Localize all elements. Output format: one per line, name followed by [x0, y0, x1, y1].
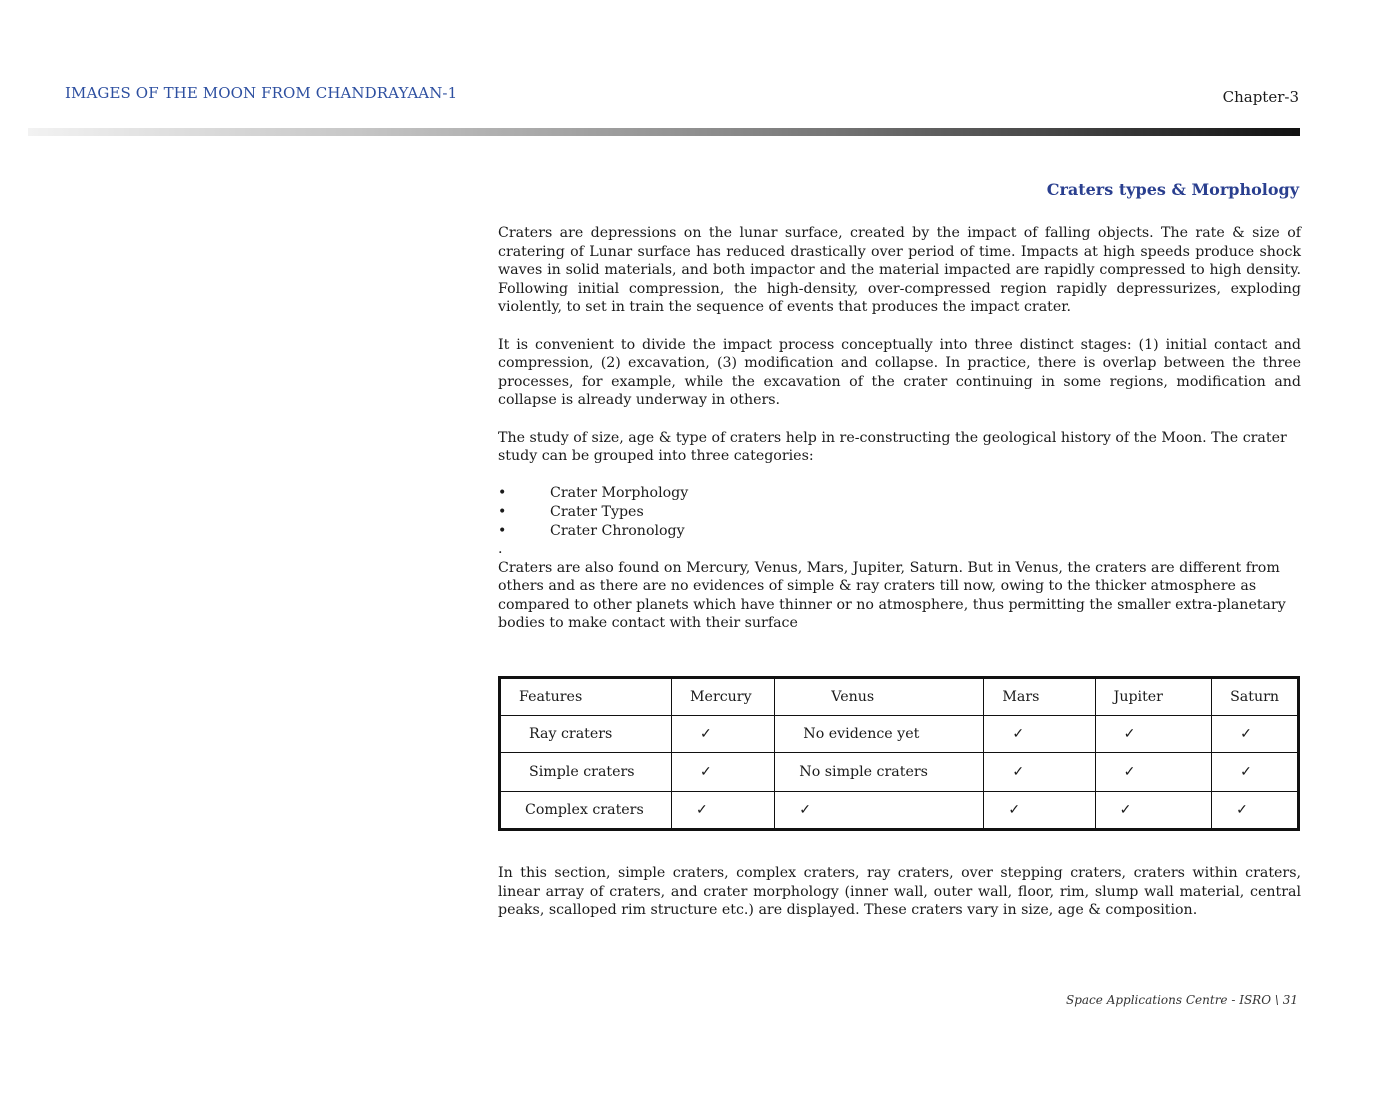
table-cell: ✓: [1095, 716, 1211, 753]
header-cell: Venus: [775, 678, 984, 716]
list-item-label: Crater Types: [550, 503, 644, 520]
table-cell: Complex craters: [500, 792, 672, 830]
book-title: IMAGES OF THE MOON FROM CHANDRAYAAN-1: [65, 84, 458, 102]
table-cell: ✓: [1212, 753, 1299, 792]
list-item: [498, 503, 1301, 522]
table-cell: ✓: [775, 792, 984, 830]
bullet-icon: •: [498, 485, 507, 502]
header-cell: Mars: [984, 678, 1095, 716]
body-text: [498, 224, 1301, 652]
table-cell: ✓: [984, 716, 1095, 753]
table-cell: ✓: [672, 716, 775, 753]
table-cell: ✓: [1095, 753, 1211, 792]
header-cell: Features: [500, 678, 672, 716]
crater-comparison-table: [498, 676, 1300, 831]
header-gradient-bar: [28, 128, 1300, 136]
header-cell: Saturn: [1212, 678, 1299, 716]
page-footer: Space Applications Centre - ISRO \ 31: [1066, 993, 1298, 1007]
category-list: [498, 484, 1301, 540]
table-header-row: [500, 678, 1299, 716]
list-item-label: Crater Morphology: [550, 485, 689, 502]
paragraph-crater-study: The study of size, age & type of craters help in re-constructing the geological history of the Moon. The crater study can be grouped into three categories:: [498, 429, 1287, 465]
table-row: [500, 753, 1299, 792]
section-title: Craters types & Morphology: [1046, 180, 1299, 199]
table-cell: Ray craters: [500, 716, 672, 753]
paragraph-section-summary: In this section, simple craters, complex craters, ray craters, over stepping craters, craters within craters, linear array of craters, and crater morphology (inner wall, outer wall, floor, rim, slump wall material, central peaks, scalloped rim structure etc.) are displayed. These craters vary in size, age & composition.: [498, 865, 1301, 919]
table-row: [500, 792, 1299, 830]
table-row: [500, 716, 1299, 753]
header-cell: Jupiter: [1095, 678, 1211, 716]
paragraph-other-planets: Craters are also found on Mercury, Venus, Mars, Jupiter, Saturn. But in Venus, the craters are different from others and as there are no evidences of simple & ray craters till now, owing to the thicker atmosphere as compared to other planets which have thinner or no atmosphere, thus permitting the smaller extra-planetary bodies to make contact with their surface: [498, 559, 1286, 632]
chapter-label: Chapter-3: [1222, 88, 1299, 106]
paragraph-intro: Craters are depressions on the lunar surface, created by the impact of falling objects. The rate & size of cratering of Lunar surface has reduced drastically over period of time. Impacts at high speeds produce shock waves in solid materials, and both impactor and the material impacted are rapidly compressed to high density. Following initial compression, the high-density, over-compressed region rapidly depressurizes, exploding violently, to set in train the sequence of events that produces the impact crater.: [498, 225, 1301, 316]
table-cell: ✓: [672, 792, 775, 830]
table-cell: Simple craters: [500, 753, 672, 792]
table-cell: No evidence yet: [775, 716, 984, 753]
list-item: [498, 522, 1301, 541]
table-cell: ✓: [984, 753, 1095, 792]
bullet-icon: •: [498, 522, 507, 539]
list-item-label: Crater Chronology: [550, 522, 685, 539]
bullet-icon: •: [498, 503, 507, 520]
table-cell: ✓: [1095, 792, 1211, 830]
table-cell: No simple craters: [775, 753, 984, 792]
table-cell: ✓: [984, 792, 1095, 830]
header-cell: Mercury: [672, 678, 775, 716]
stray-dot: .: [498, 541, 503, 558]
table-cell: ✓: [672, 753, 775, 792]
paragraph-impact-stages: It is convenient to divide the impact process conceptually into three distinct stages: (1) initial contact and compression, (2) excavation, (3) modification and collapse. In practice, there is overlap between the three processes, for example, while the excavation of the crater continuing in some regions, modification and collapse is already underway in others.: [498, 336, 1301, 409]
table-cell: ✓: [1212, 792, 1299, 830]
list-item: [498, 484, 1301, 503]
closing-text: [498, 864, 1301, 938]
table-cell: ✓: [1212, 716, 1299, 753]
